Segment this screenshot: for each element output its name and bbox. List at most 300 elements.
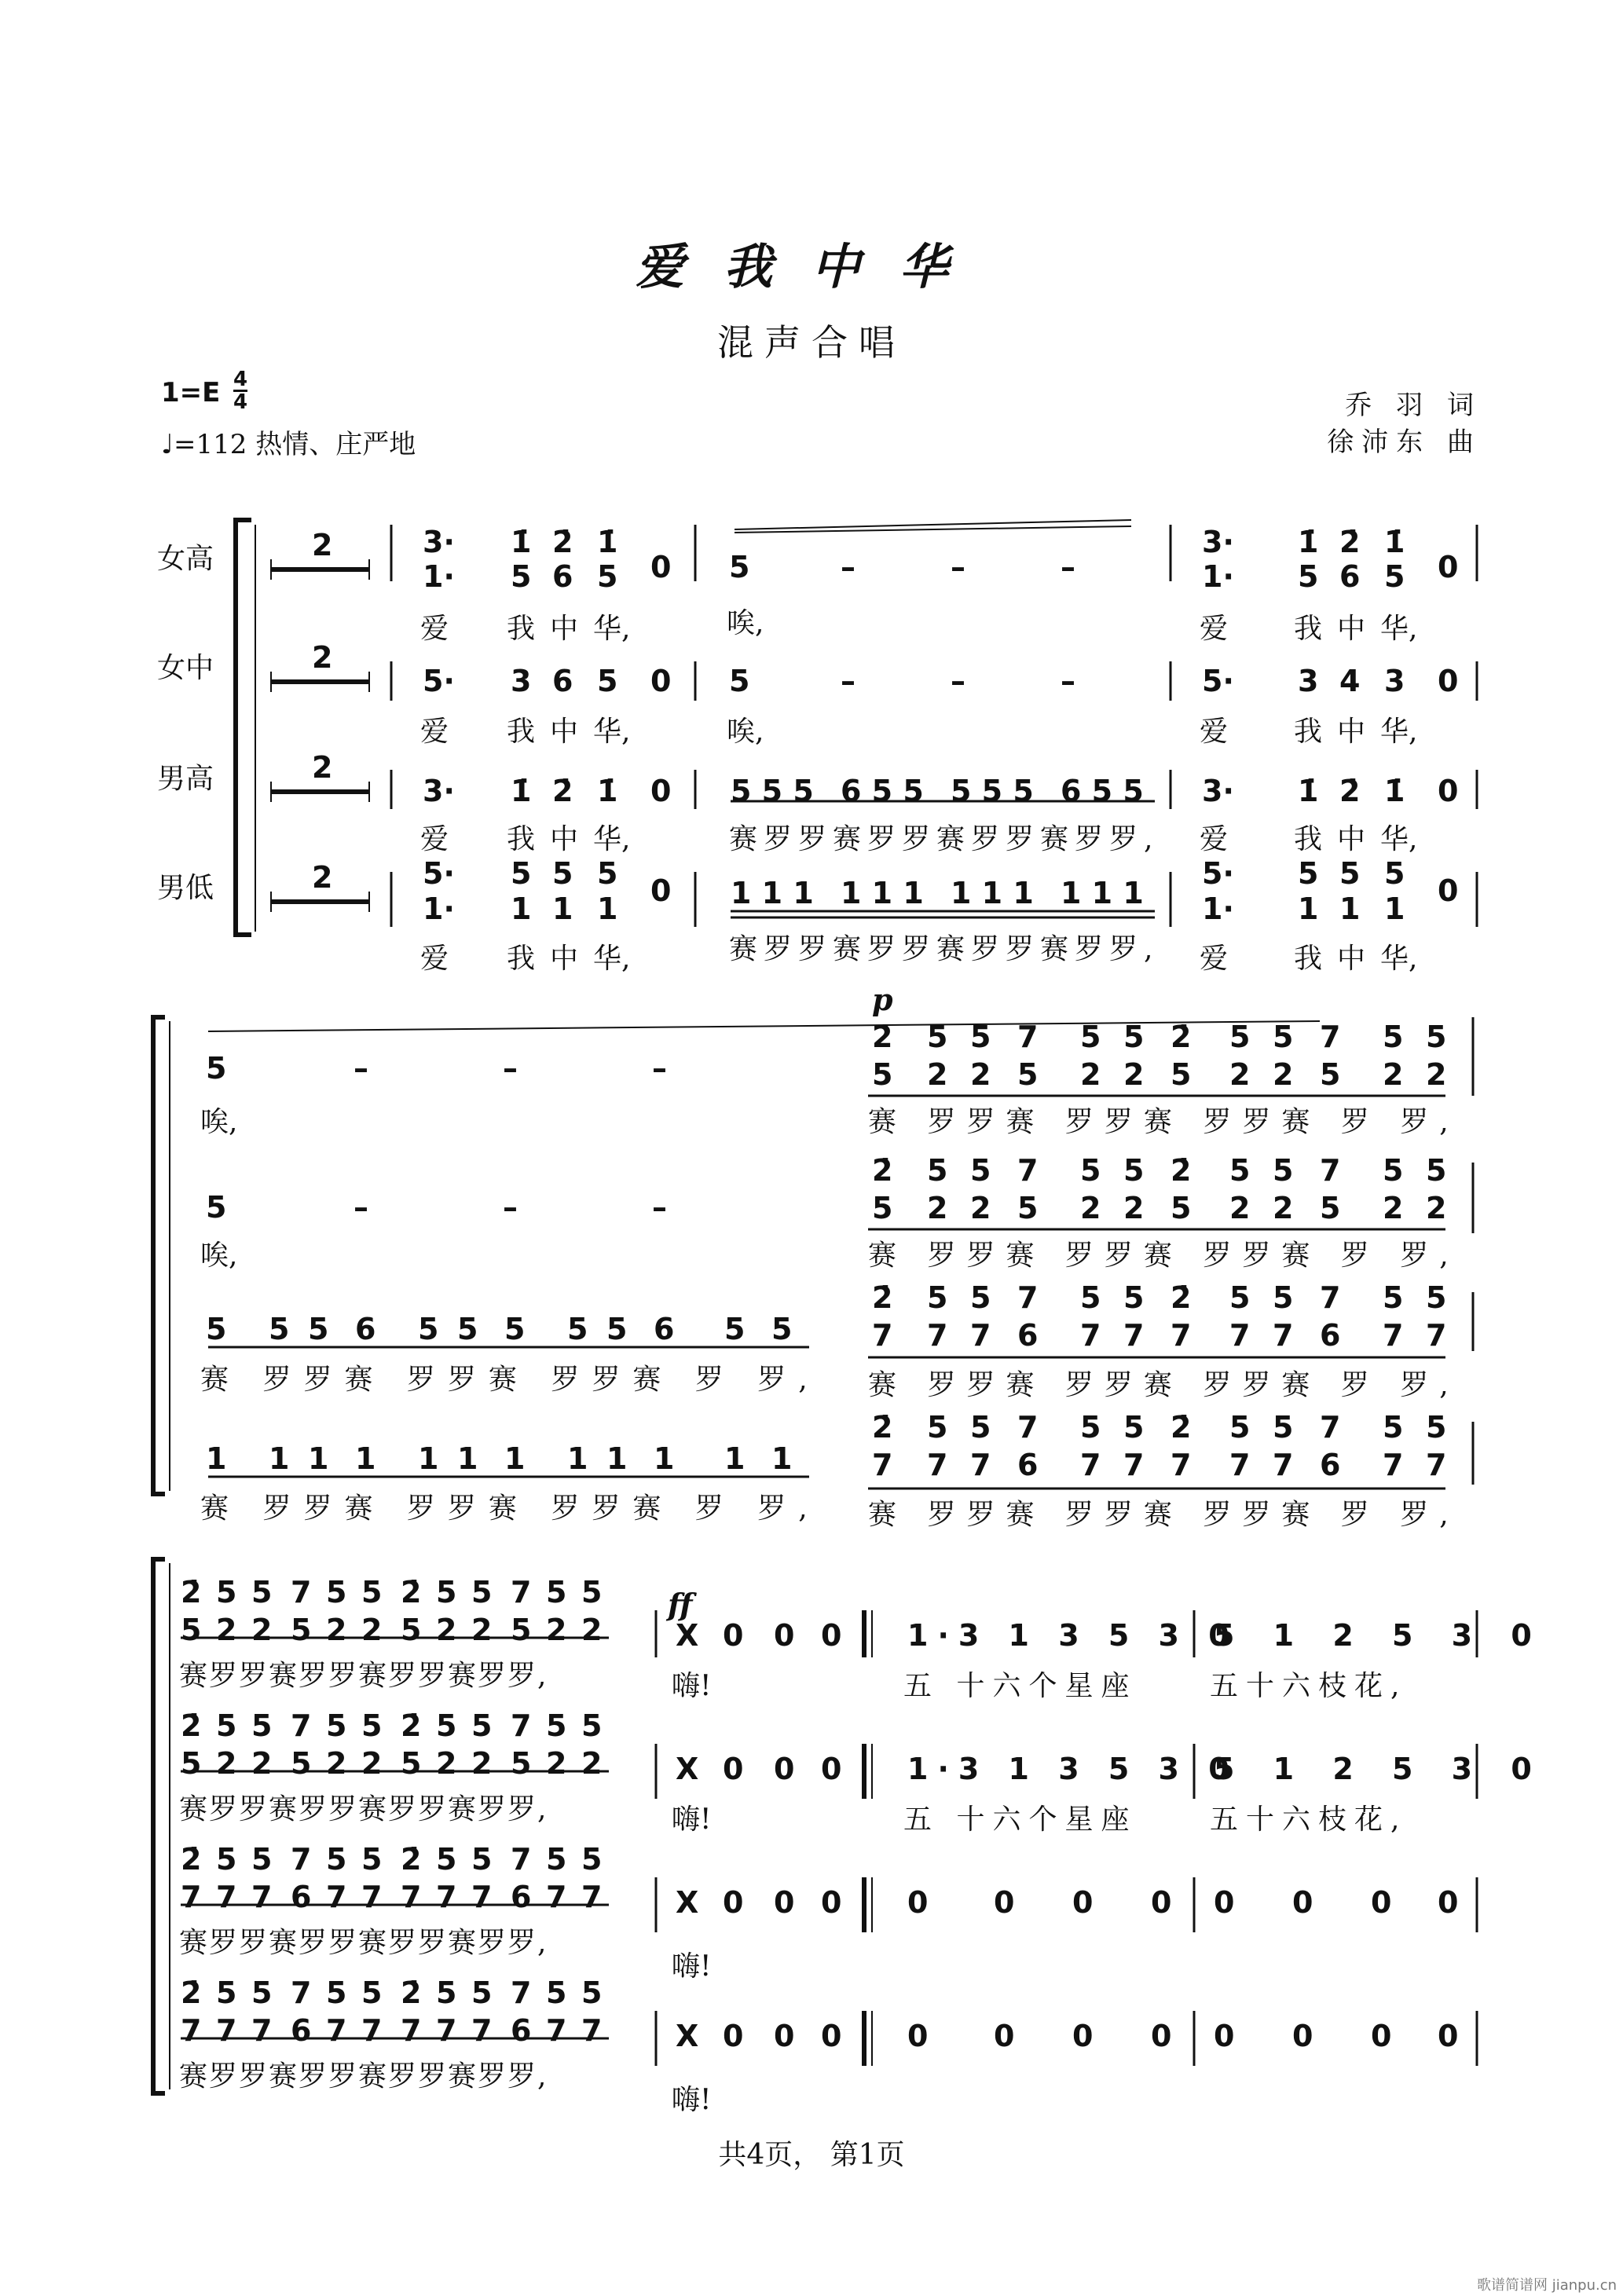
s1-bass-m1-n4: 1 [597, 892, 618, 926]
s3-bass-chord-top-8: 5 [436, 1976, 457, 2010]
s2-bass-chord-low-10: 6 [1320, 1448, 1341, 1482]
s2-soprano-chord-top-2: 5 [927, 1020, 948, 1054]
s3-alto-chord-top-12: 5 [581, 1708, 603, 1743]
s3-soprano-chord-low-6: 2 [361, 1613, 383, 1647]
s2-soprano-chord-low-5: 2 [1080, 1057, 1101, 1092]
multirest-bass: 2 [312, 860, 333, 895]
s3-soprano-lyric2: 五十六枝花, [1210, 1670, 1408, 1702]
s2-soprano-chord-low-4: 5 [1017, 1057, 1039, 1092]
s2-bass-chord-low-11: 7 [1383, 1448, 1404, 1482]
s3-alto-lyric2: 五十六枝花, [1210, 1803, 1408, 1836]
s3-tenor-chord-top-4: 7 [291, 1842, 312, 1877]
s3-soprano-chord-low-8: 2 [436, 1613, 457, 1647]
s2-tenor-chord-top-3: 5 [970, 1280, 991, 1315]
s2-soprano-chord-top-11: 5 [1383, 1020, 1404, 1054]
s3-soprano-m2: 5 1 2 5 3 0 [1214, 1618, 1546, 1653]
s3-alto-chord-top-5: 5 [326, 1708, 347, 1743]
s2-tenor-chord-low-4: 6 [1017, 1318, 1039, 1353]
s2-soprano-chord-top-12: 5 [1426, 1020, 1447, 1054]
s2-tenor-n1: 5 [206, 1312, 227, 1346]
s1-soprano-m2-n3: – [951, 550, 965, 584]
s2-soprano-chord-low-11: 2 [1383, 1057, 1404, 1092]
s2-alto-chord-low-4: 5 [1017, 1191, 1039, 1225]
s2-tenor-chord-lyric: 赛 罗罗赛 罗罗赛 罗罗赛 罗 罗, [868, 1369, 1460, 1401]
s2-tenor-n12: 5 [771, 1312, 793, 1346]
s2-soprano-chord-top-9: 5 [1273, 1020, 1294, 1054]
s3-soprano-rest-1: X [676, 1618, 699, 1653]
s3-tenor-chord-low-2: 7 [216, 1880, 237, 1914]
s2-tenor-chord-top-5: 5 [1080, 1280, 1101, 1315]
s1-soprano-m1-low2: 5 [511, 559, 532, 594]
s3-tenor-m2-4: 0 [1438, 1885, 1459, 1920]
s1-bass-m1-hi3: 5 [552, 856, 573, 891]
s1-alto-m3-n2: 3 [1298, 664, 1319, 698]
s3-alto-chord-low-4: 5 [291, 1746, 312, 1781]
s3-tenor-chord-low-12: 7 [581, 1880, 603, 1914]
s3-tenor-chord-lyric: 赛罗罗赛罗罗赛罗罗赛罗罗, [179, 1927, 548, 1959]
s2-alto-chord-top-9: 5 [1273, 1153, 1294, 1188]
s3-bass-m1-1: 0 [907, 2019, 929, 2053]
s3-bass-rest-3: 0 [774, 2019, 795, 2053]
s2-tenor-chord-top-12: 5 [1426, 1280, 1447, 1315]
s2-bass-chord-low-6: 7 [1123, 1448, 1145, 1482]
s2-tenor-n11: 5 [724, 1312, 746, 1346]
s3-tenor-m1-3: 0 [1072, 1885, 1094, 1920]
s3-bass-chord-top-5: 5 [326, 1976, 347, 2010]
s3-soprano-chord-top-10: 7 [511, 1575, 532, 1609]
part-label-tenor: 男高 [157, 763, 214, 795]
s2-alto-chord-low-3: 2 [970, 1191, 991, 1225]
s1-tenor-lyric-4: 华, [593, 823, 631, 855]
s2-tenor-n6: 5 [457, 1312, 478, 1346]
s3-soprano-chord-low-4: 5 [291, 1613, 312, 1647]
s3-alto-chord-low-7: 5 [401, 1746, 422, 1781]
s3-bass-chord-top-6: 5 [361, 1976, 383, 2010]
s3-alto-chord-low-1: 5 [181, 1746, 202, 1781]
s3-soprano-chord-low-2: 2 [216, 1613, 237, 1647]
s3-tenor-chord-top-3: 5 [251, 1842, 273, 1877]
s2-soprano-dash3: – [652, 1051, 667, 1086]
s2-alto-chord-top-1: 2̇ [872, 1153, 893, 1188]
s2-tenor-chord-low-5: 7 [1080, 1318, 1101, 1353]
s1-tenor-lyric-8: 华, [1380, 823, 1418, 855]
s1-alto-m1-n3: 6 [552, 664, 573, 698]
s2-soprano-chord-low-10: 5 [1320, 1057, 1341, 1092]
s1-alto-lyric-1: 爱 [420, 716, 449, 748]
s1-alto-m2-n4: – [1061, 664, 1075, 698]
s1-tenor-m1-n3: 2̇ [552, 774, 573, 808]
s2-bass-chord-low-2: 7 [927, 1448, 948, 1482]
s1-bass-lyric-sai: 赛罗罗赛罗罗赛罗罗赛罗罗, [729, 933, 1160, 965]
s3-tenor-chord-low-11: 7 [546, 1880, 567, 1914]
s3-soprano-chord-low-11: 2 [546, 1613, 567, 1647]
s1-bass-m1-n2: 1 [511, 892, 532, 926]
s1-soprano-m3-low3: 6 [1339, 559, 1361, 594]
s1-soprano-m3-n2: 1̇ [1298, 525, 1319, 559]
s1-bass-m2-g2: 1 1 1 [841, 876, 924, 910]
s3-soprano-chord-top-6: 5 [361, 1575, 383, 1609]
s3-tenor-chord-low-8: 7 [436, 1880, 457, 1914]
s2-tenor-n7: 5 [504, 1312, 526, 1346]
s3-tenor-rest-1: X [676, 1885, 699, 1920]
s2-bass-chord-top-7: 2̇ [1171, 1410, 1192, 1445]
part-label-bass: 男低 [157, 872, 214, 904]
s2-alto-chord-top-12: 5 [1426, 1153, 1447, 1188]
s3-bass-chord-top-2: 5 [216, 1976, 237, 2010]
s1-soprano-m1-n2: 1̇ [511, 525, 532, 559]
s3-alto-chord-top-3: 5 [251, 1708, 273, 1743]
s1-bass-lyric-5: 爱 [1200, 943, 1229, 975]
s1-bass-m2-g4: 1 1 1 [1061, 876, 1144, 910]
s1-soprano-m1-low4: 5 [597, 559, 618, 594]
s1-soprano-m1-n4: 1̇ [597, 525, 618, 559]
s3-alto-m1: 1·3 1 3 5 3 0 [907, 1752, 1239, 1786]
s3-alto-chord-top-10: 7 [511, 1708, 532, 1743]
s2-tenor-chord-low-11: 7 [1383, 1318, 1404, 1353]
s2-alto-chord-low-7: 5 [1171, 1191, 1192, 1225]
s1-bass-lyric-6: 我 [1294, 943, 1323, 975]
s3-soprano-m1: 1·3 1 3 5 3 0 [907, 1618, 1239, 1653]
s1-bass-m3-n4: 1 [1384, 892, 1405, 926]
s3-bass-m2-2: 0 [1292, 2019, 1313, 2053]
s3-alto-chord-lyric: 赛罗罗赛罗罗赛罗罗赛罗罗, [179, 1793, 548, 1825]
s3-bass-m1-4: 0 [1151, 2019, 1172, 2053]
s1-tenor-m3-n4: 1̇ [1384, 774, 1405, 808]
s1-tenor-m1-n2: 1̇ [511, 774, 532, 808]
s3-soprano-chord-low-5: 2 [326, 1613, 347, 1647]
s1-soprano-lyric-6: 我 [1294, 613, 1323, 645]
s3-soprano-chord-top-3: 5 [251, 1575, 273, 1609]
s1-bass-lyric-2: 我 [507, 943, 536, 975]
s1-bass-m3-hi3: 5 [1339, 856, 1361, 891]
s2-bass-chord-low-8: 7 [1229, 1448, 1251, 1482]
lyricist: 乔 羽 词 [1345, 390, 1482, 421]
s1-bass-lyric-4: 华, [593, 943, 631, 975]
s3-bass-chord-low-10: 6 [511, 2013, 532, 2048]
s3-alto-chord-top-4: 7 [291, 1708, 312, 1743]
s2-bass-chord-lyric: 赛 罗罗赛 罗罗赛 罗罗赛 罗 罗, [868, 1499, 1460, 1531]
s2-tenor-chord-low-3: 7 [970, 1318, 991, 1353]
s2-alto-chord-low-9: 2 [1273, 1191, 1294, 1225]
s1-soprano-m3-n1: 3· [1202, 525, 1234, 559]
s2-alto-chord-top-4: 7 [1017, 1153, 1039, 1188]
s1-alto-m1-n1: 5· [423, 664, 455, 698]
s1-alto-m3-n4: 3 [1384, 664, 1405, 698]
s2-soprano-dash2: – [503, 1051, 518, 1086]
s1-alto-lyric-3: 中 [550, 716, 579, 748]
s2-alto-chord-low-5: 2 [1080, 1191, 1101, 1225]
s2-bass-chord-top-1: 2̇ [872, 1410, 893, 1445]
s3-alto-chord-low-5: 2 [326, 1746, 347, 1781]
s2-alto-lyric-ai: 唉, [200, 1240, 238, 1272]
s3-soprano-chord-low-1: 5 [181, 1613, 202, 1647]
s2-tenor-chord-low-8: 7 [1229, 1318, 1251, 1353]
s2-soprano-chord-top-8: 5 [1229, 1020, 1251, 1054]
s3-tenor-chord-top-8: 5 [436, 1842, 457, 1877]
s3-tenor-rest-4: 0 [821, 1885, 842, 1920]
s3-bass-chord-low-4: 6 [291, 2013, 312, 2048]
s3-bass-rest-2: 0 [723, 2019, 744, 2053]
s3-bass-chord-low-9: 7 [471, 2013, 493, 2048]
s3-soprano-chord-top-7: 2̇ [401, 1575, 422, 1609]
s2-tenor-chord-top-2: 5 [927, 1280, 948, 1315]
s3-bass-chord-top-4: 7 [291, 1976, 312, 2010]
s1-soprano-lyric-5: 爱 [1200, 613, 1229, 645]
s3-bass-chord-low-6: 7 [361, 2013, 383, 2048]
s2-soprano-chord-low-2: 2 [927, 1057, 948, 1092]
key-signature: 1=E [161, 377, 221, 408]
s3-bass-chord-top-7: 2̇ [401, 1976, 422, 2010]
s1-alto-lyric-8: 华, [1380, 716, 1418, 748]
s3-soprano-chord-low-7: 5 [401, 1613, 422, 1647]
s3-soprano-chord-top-8: 5 [436, 1575, 457, 1609]
s2-soprano-chord-low-7: 5 [1171, 1057, 1192, 1092]
s3-bass-hai: 嗨! [672, 2084, 712, 2116]
s2-bass-n2: 1 [269, 1441, 290, 1476]
s3-alto-chord-low-10: 5 [511, 1746, 532, 1781]
s3-bass-chord-top-12: 5 [581, 1976, 603, 2010]
multirest-soprano: 2 [312, 528, 333, 562]
s3-soprano-hai: 嗨! [672, 1670, 712, 1702]
s1-bass-lyric-7: 中 [1337, 943, 1366, 975]
s3-bass-rest-1: X [676, 2019, 699, 2053]
s1-alto-m2-n1: 5 [729, 664, 750, 698]
s2-bass-chord-top-6: 5 [1123, 1410, 1145, 1445]
s1-tenor-m3-n2: 1̇ [1298, 774, 1319, 808]
s3-alto-hai: 嗨! [672, 1803, 712, 1836]
s3-tenor-chord-low-9: 7 [471, 1880, 493, 1914]
time-signature: 4 4 [233, 368, 248, 414]
s1-tenor-m1-n4: 1̇ [597, 774, 618, 808]
s2-alto-chord-lyric: 赛 罗罗赛 罗罗赛 罗罗赛 罗 罗, [868, 1240, 1460, 1272]
s2-bass-chord-low-3: 7 [970, 1448, 991, 1482]
s2-tenor-n3: 5 [308, 1312, 329, 1346]
dynamic-p: p [872, 982, 893, 1017]
s3-bass-chord-low-2: 7 [216, 2013, 237, 2048]
s2-tenor-chord-low-6: 7 [1123, 1318, 1145, 1353]
s3-bass-chord-low-11: 7 [546, 2013, 567, 2048]
s2-tenor-n8: 5 [567, 1312, 588, 1346]
s3-bass-chord-low-3: 7 [251, 2013, 273, 2048]
s3-alto-lyric1: 五 十六个星座 [903, 1803, 1138, 1836]
score-title: 爱我中华 [635, 238, 987, 295]
s2-tenor-chord-low-9: 7 [1273, 1318, 1294, 1353]
s1-tenor-lyric-5: 爱 [1200, 823, 1229, 855]
s3-tenor-hai: 嗨! [672, 1950, 712, 1983]
s3-tenor-chord-top-1: 2̇ [181, 1842, 202, 1877]
s1-alto-m2-n2: – [841, 664, 855, 698]
s1-tenor-m2-g2: 6 5 5 [841, 774, 924, 808]
s2-tenor-chord-low-12: 7 [1426, 1318, 1447, 1353]
s1-alto-lyric-5: 爱 [1200, 716, 1229, 748]
s3-alto-chord-top-2: 5 [216, 1708, 237, 1743]
s3-soprano-chord-top-5: 5 [326, 1575, 347, 1609]
s2-alto-dash2: – [503, 1190, 518, 1225]
s1-soprano-lyric-ai: 唉, [727, 607, 764, 639]
s3-tenor-rest-3: 0 [774, 1885, 795, 1920]
s2-tenor-chord-top-8: 5 [1229, 1280, 1251, 1315]
s1-soprano-lyric-8: 华, [1380, 613, 1418, 645]
s1-bass-m3-hi4: 5 [1384, 856, 1405, 891]
s2-alto-chord-top-6: 5 [1123, 1153, 1145, 1188]
s1-bass-m3-hi1: 5· [1202, 856, 1234, 891]
s3-tenor-m2-2: 0 [1292, 1885, 1313, 1920]
s2-alto-chord-top-2: 5 [927, 1153, 948, 1188]
s2-bass-n1: 1 [206, 1441, 227, 1476]
s3-bass-chord-top-1: 2̇ [181, 1976, 202, 2010]
s2-soprano-sustain: 5 [206, 1051, 227, 1086]
s3-soprano-chord-top-11: 5 [546, 1575, 567, 1609]
s3-soprano-chord-low-9: 2 [471, 1613, 493, 1647]
s2-alto-chord-low-10: 5 [1320, 1191, 1341, 1225]
s2-soprano-chord-low-3: 2 [970, 1057, 991, 1092]
s3-tenor-m1-4: 0 [1151, 1885, 1172, 1920]
s2-alto-dash1: – [354, 1190, 368, 1225]
s2-tenor-n9: 5 [606, 1312, 628, 1346]
s1-bass-m1-hi1: 5· [423, 856, 455, 891]
s2-soprano-chord-top-10: 7 [1320, 1020, 1341, 1054]
s1-alto-m1-rest: 0 [650, 664, 672, 698]
s3-tenor-chord-low-4: 6 [291, 1880, 312, 1914]
s2-bass-chord-low-7: 7 [1171, 1448, 1192, 1482]
s3-soprano-chord-top-2: 5 [216, 1575, 237, 1609]
s2-bass-lyric: 赛 罗罗赛 罗罗赛 罗罗赛 罗 罗, [200, 1492, 820, 1525]
s1-tenor-m2-g1: 5 5 5 [731, 774, 814, 808]
s1-soprano-m3-n3: 2̇ [1339, 525, 1361, 559]
s1-bass-m1-hi4: 5 [597, 856, 618, 891]
s1-alto-lyric-ai: 唉, [727, 716, 764, 748]
s1-alto-lyric-7: 中 [1337, 716, 1366, 748]
s3-soprano-rest-2: 0 [723, 1618, 744, 1653]
s2-tenor-chord-top-6: 5 [1123, 1280, 1145, 1315]
s2-bass-n10: 1 [654, 1441, 675, 1476]
s1-tenor-m3-n3: 2̇ [1339, 774, 1361, 808]
s2-bass-chord-top-10: 7 [1320, 1410, 1341, 1445]
s2-alto-chord-top-5: 5 [1080, 1153, 1101, 1188]
s1-soprano-m1-low3: 6 [552, 559, 573, 594]
s2-bass-n7: 1 [504, 1441, 526, 1476]
s3-soprano-chord-top-12: 5 [581, 1575, 603, 1609]
s3-soprano-rest-3: 0 [774, 1618, 795, 1653]
s3-bass-m1-3: 0 [1072, 2019, 1094, 2053]
s2-tenor-n2: 5 [269, 1312, 290, 1346]
s2-alto-chord-low-8: 2 [1229, 1191, 1251, 1225]
s3-bass-chord-low-5: 7 [326, 2013, 347, 2048]
s1-alto-m1-n4: 5 [597, 664, 618, 698]
s2-alto-chord-low-2: 2 [927, 1191, 948, 1225]
s2-bass-n9: 1 [606, 1441, 628, 1476]
s1-alto-lyric-2: 我 [507, 716, 536, 748]
s3-soprano-chord-low-10: 5 [511, 1613, 532, 1647]
s2-tenor-chord-low-10: 6 [1320, 1318, 1341, 1353]
s2-alto-chord-top-10: 7 [1320, 1153, 1341, 1188]
s1-tenor-lyric-6: 我 [1294, 823, 1323, 855]
s2-soprano-chord-low-6: 2 [1123, 1057, 1145, 1092]
s2-soprano-chord-low-12: 2 [1426, 1057, 1447, 1092]
s1-tenor-m3-n1: 3· [1202, 774, 1234, 808]
s1-soprano-m3-n4: 1̇ [1384, 525, 1405, 559]
composer: 徐沛东 曲 [1327, 427, 1482, 458]
s2-soprano-dash1: – [354, 1051, 368, 1086]
s2-soprano-chord-lyric: 赛 罗罗赛 罗罗赛 罗罗赛 罗 罗, [868, 1106, 1460, 1138]
s2-alto-chord-low-11: 2 [1383, 1191, 1404, 1225]
s3-alto-chord-low-6: 2 [361, 1746, 383, 1781]
s1-soprano-m2-n4: – [1061, 550, 1075, 584]
s3-bass-chord-low-1: 7 [181, 2013, 202, 2048]
s1-bass-m1-n3: 1 [552, 892, 573, 926]
s3-alto-rest-3: 0 [774, 1752, 795, 1786]
tempo-marking: ♩=112 热情、庄严地 [161, 429, 416, 460]
s2-bass-n4: 1 [355, 1441, 376, 1476]
s3-bass-chord-top-9: 5 [471, 1976, 493, 2010]
s1-soprano-m1-n1: 3· [423, 525, 455, 559]
s1-soprano-m3-low2: 5 [1298, 559, 1319, 594]
s2-soprano-chord-top-3: 5 [970, 1020, 991, 1054]
s1-alto-m2-n3: – [951, 664, 965, 698]
s3-tenor-rest-2: 0 [723, 1885, 744, 1920]
score-subtitle: 混声合唱 [717, 321, 906, 364]
s2-tenor-n5: 5 [418, 1312, 439, 1346]
s3-tenor-chord-low-7: 7 [401, 1880, 422, 1914]
s2-bass-chord-top-2: 5 [927, 1410, 948, 1445]
s2-tenor-chord-top-4: 7 [1017, 1280, 1039, 1315]
s1-soprano-lyric-3: 中 [550, 613, 579, 645]
s3-tenor-chord-low-5: 7 [326, 1880, 347, 1914]
s3-soprano-chord-top-1: 2̇ [181, 1575, 202, 1609]
s3-bass-chord-top-11: 5 [546, 1976, 567, 2010]
s2-alto-chord-top-8: 5 [1229, 1153, 1251, 1188]
s3-tenor-chord-low-1: 7 [181, 1880, 202, 1914]
s1-tenor-lyric-sai: 赛罗罗赛罗罗赛罗罗赛罗罗, [729, 823, 1160, 855]
s1-bass-m3-n2: 1 [1298, 892, 1319, 926]
s3-alto-chord-low-11: 2 [546, 1746, 567, 1781]
s1-soprano-lyric-2: 我 [507, 613, 536, 645]
s3-alto-chord-top-6: 5 [361, 1708, 383, 1743]
s2-alto-chord-top-3: 5 [970, 1153, 991, 1188]
s1-bass-m3-n1: 1· [1202, 892, 1234, 926]
s3-bass-chord-low-7: 7 [401, 2013, 422, 2048]
s2-bass-chord-top-9: 5 [1273, 1410, 1294, 1445]
s3-tenor-chord-low-3: 7 [251, 1880, 273, 1914]
s2-bass-chord-top-12: 5 [1426, 1410, 1447, 1445]
s3-alto-chord-low-8: 2 [436, 1746, 457, 1781]
s3-alto-chord-top-1: 2̇ [181, 1708, 202, 1743]
s2-tenor-chord-top-7: 2̇ [1171, 1280, 1192, 1315]
s1-bass-m3-rest: 0 [1438, 873, 1459, 908]
s3-soprano-chord-top-9: 5 [471, 1575, 493, 1609]
s2-tenor-chord-top-11: 5 [1383, 1280, 1404, 1315]
s2-bass-chord-low-12: 7 [1426, 1448, 1447, 1482]
s3-bass-chord-top-3: 5 [251, 1976, 273, 2010]
s2-soprano-chord-top-6: 5 [1123, 1020, 1145, 1054]
s3-tenor-chord-top-10: 7 [511, 1842, 532, 1877]
s3-bass-m1-2: 0 [994, 2019, 1015, 2053]
s1-soprano-m1-low1: 1· [423, 559, 455, 594]
s2-tenor-chord-low-2: 7 [927, 1318, 948, 1353]
s2-alto-chord-top-11: 5 [1383, 1153, 1404, 1188]
s2-tenor-chord-top-1: 2̇ [872, 1280, 893, 1315]
s2-bass-n12: 1 [771, 1441, 793, 1476]
s2-alto-dash3: – [652, 1190, 667, 1225]
part-label-soprano: 女高 [157, 543, 214, 575]
s3-bass-m2-4: 0 [1438, 2019, 1459, 2053]
s2-tenor-chord-low-7: 7 [1171, 1318, 1192, 1353]
s2-bass-chord-low-1: 7 [872, 1448, 893, 1482]
s3-alto-chord-top-7: 2̇ [401, 1708, 422, 1743]
s1-bass-m3-n3: 1 [1339, 892, 1361, 926]
s1-soprano-m3-low1: 1· [1202, 559, 1234, 594]
s1-bass-m3-hi2: 5 [1298, 856, 1319, 891]
